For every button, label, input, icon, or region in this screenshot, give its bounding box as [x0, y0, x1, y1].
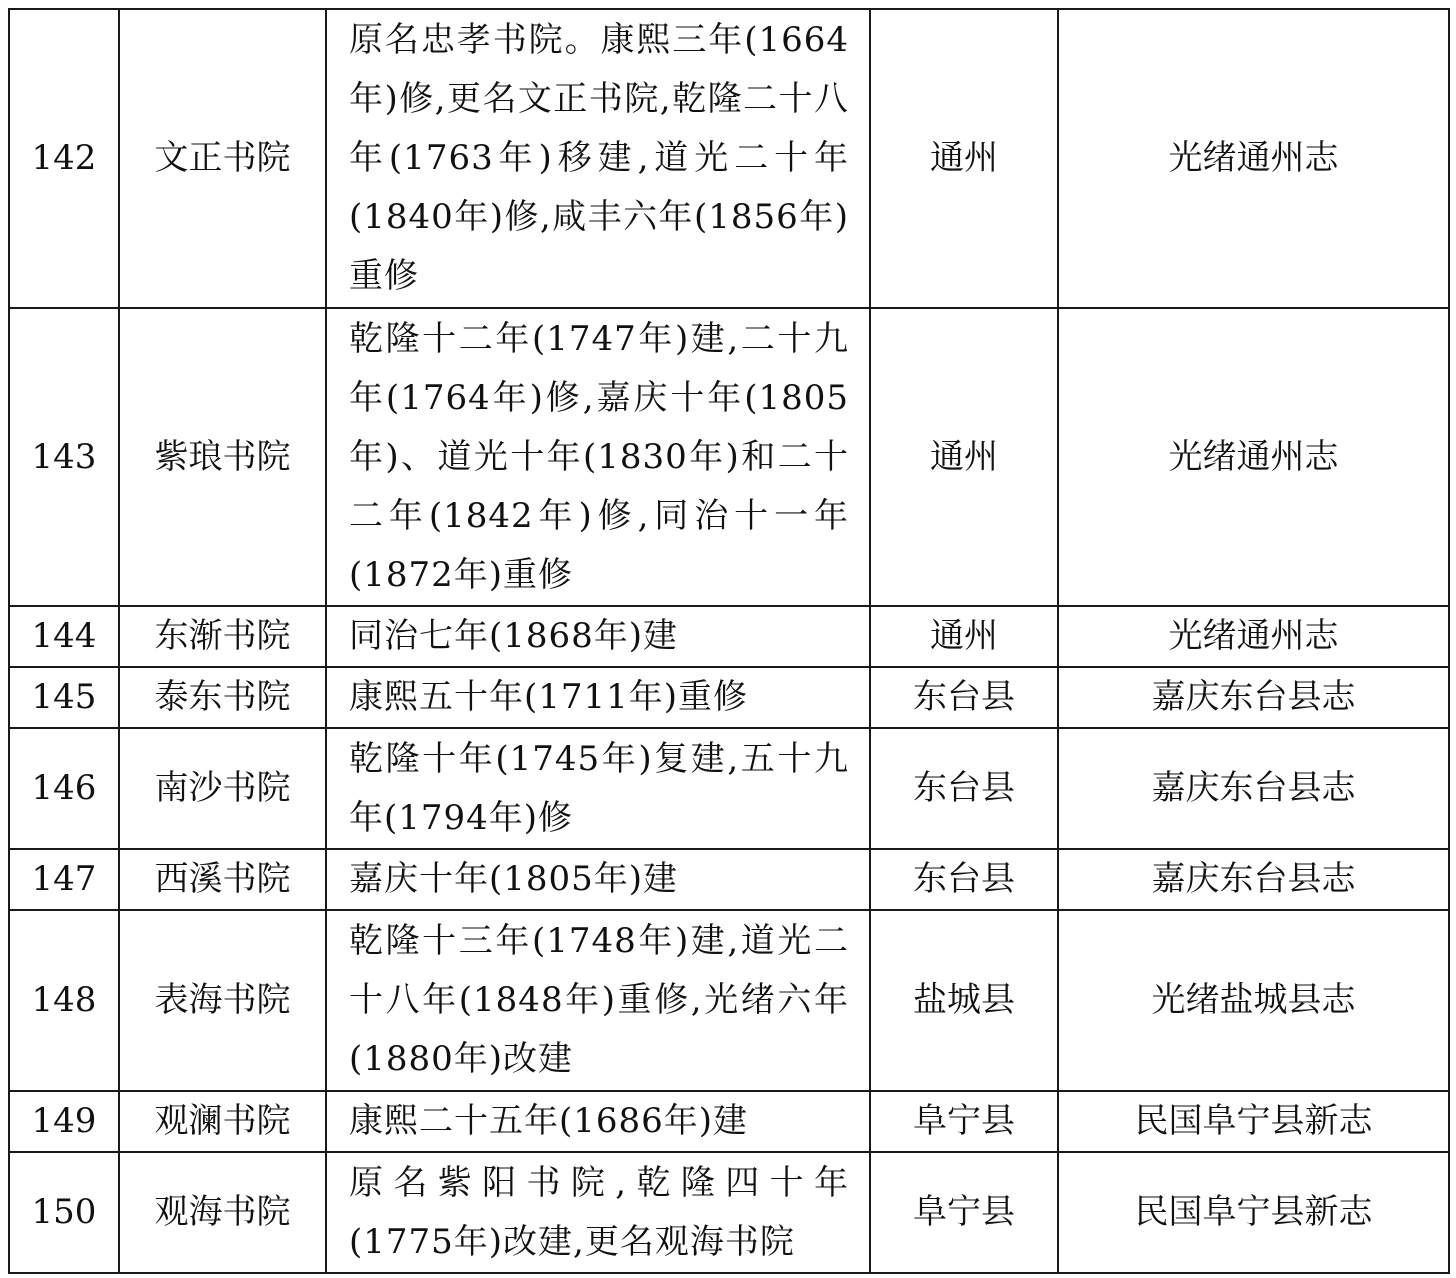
academy-name: 泰东书院 — [119, 667, 326, 728]
table-row — [9, 1091, 1449, 1152]
academy-location: 通州 — [870, 9, 1058, 308]
academy-name: 文正书院 — [119, 9, 326, 308]
table-row — [9, 1152, 1449, 1273]
academy-source: 嘉庆东台县志 — [1058, 728, 1449, 849]
academy-location: 东台县 — [870, 667, 1058, 728]
row-number: 144 — [9, 606, 119, 667]
academy-name: 观澜书院 — [119, 1091, 326, 1152]
academy-history: 康熙二十五年(1686年)建 — [326, 1091, 870, 1152]
academy-source: 嘉庆东台县志 — [1058, 849, 1449, 910]
academy-location: 盐城县 — [870, 910, 1058, 1091]
academy-location: 东台县 — [870, 849, 1058, 910]
row-number: 148 — [9, 910, 119, 1091]
academy-name: 紫琅书院 — [119, 308, 326, 606]
academies-table-body — [9, 9, 1449, 1273]
table-row — [9, 308, 1449, 606]
academy-history: 嘉庆十年(1805年)建 — [326, 849, 870, 910]
academy-name: 表海书院 — [119, 910, 326, 1091]
academy-history: 原名忠孝书院。康熙三年(1664年)修,更名文正书院,乾隆二十八年(1763年)移建,道光二十年(1840年)修,咸丰六年(1856年)重修 — [326, 9, 870, 308]
academy-location: 阜宁县 — [870, 1152, 1058, 1273]
academy-history: 乾隆十年(1745年)复建,五十九年(1794年)修 — [326, 728, 870, 849]
table-row — [9, 9, 1449, 308]
table-row — [9, 728, 1449, 849]
table-row — [9, 849, 1449, 910]
table-row — [9, 667, 1449, 728]
academy-name: 观海书院 — [119, 1152, 326, 1273]
row-number: 147 — [9, 849, 119, 910]
row-number: 150 — [9, 1152, 119, 1273]
table-row — [9, 910, 1449, 1091]
academy-name: 西溪书院 — [119, 849, 326, 910]
academy-source: 光绪通州志 — [1058, 606, 1449, 667]
academy-history: 乾隆十二年(1747年)建,二十九年(1764年)修,嘉庆十年(1805年)、道光十年(1830年)和二十二年(1842年)修,同治十一年(1872年)重修 — [326, 308, 870, 606]
academy-location: 东台县 — [870, 728, 1058, 849]
academy-history: 康熙五十年(1711年)重修 — [326, 667, 870, 728]
academy-source: 光绪通州志 — [1058, 9, 1449, 308]
academy-history: 原名紫阳书院,乾隆四十年(1775年)改建,更名观海书院 — [326, 1152, 870, 1273]
academy-source: 嘉庆东台县志 — [1058, 667, 1449, 728]
academy-source: 民国阜宁县新志 — [1058, 1152, 1449, 1273]
academy-history: 同治七年(1868年)建 — [326, 606, 870, 667]
academy-location: 阜宁县 — [870, 1091, 1058, 1152]
academy-history: 乾隆十三年(1748年)建,道光二十八年(1848年)重修,光绪六年(1880年)改建 — [326, 910, 870, 1091]
academy-source: 民国阜宁县新志 — [1058, 1091, 1449, 1152]
row-number: 143 — [9, 308, 119, 606]
academy-source: 光绪盐城县志 — [1058, 910, 1449, 1091]
academy-location: 通州 — [870, 606, 1058, 667]
table-row — [9, 606, 1449, 667]
academy-location: 通州 — [870, 308, 1058, 606]
row-number: 146 — [9, 728, 119, 849]
academy-name: 东渐书院 — [119, 606, 326, 667]
row-number: 149 — [9, 1091, 119, 1152]
academy-source: 光绪通州志 — [1058, 308, 1449, 606]
academy-name: 南沙书院 — [119, 728, 326, 849]
row-number: 145 — [9, 667, 119, 728]
academies-table — [8, 8, 1450, 1274]
row-number: 142 — [9, 9, 119, 308]
